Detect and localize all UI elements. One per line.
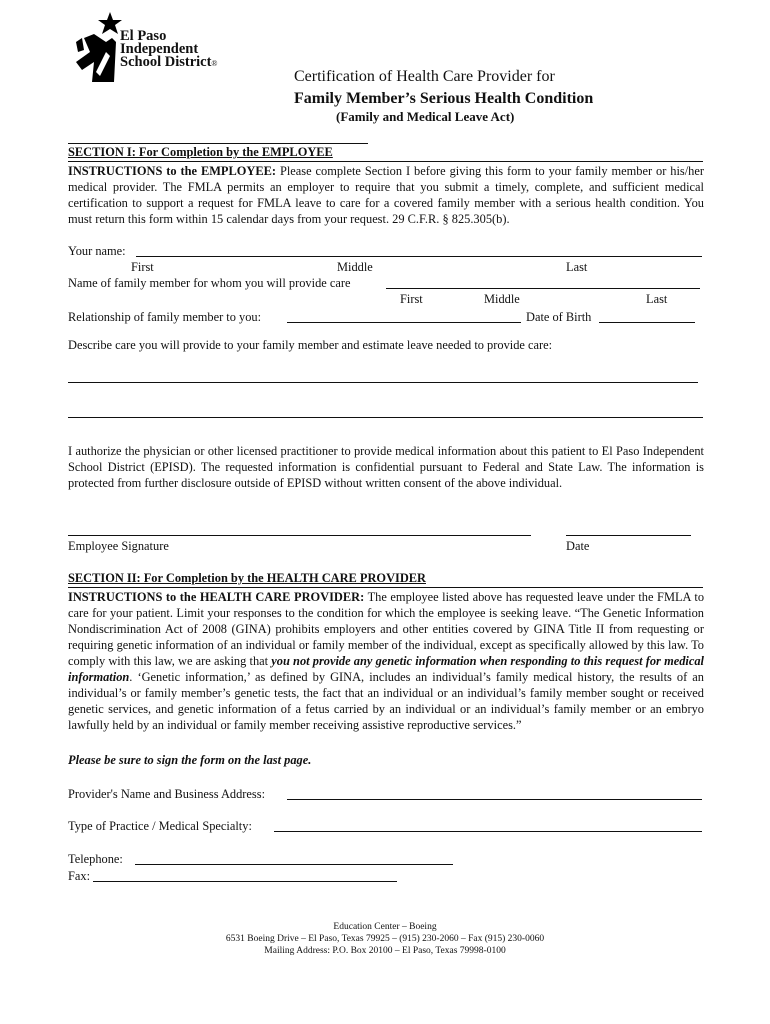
fax-label: Fax: — [68, 869, 91, 883]
signature-date-field[interactable] — [566, 535, 691, 536]
practice-type-field[interactable] — [274, 831, 702, 832]
star-figure-icon — [70, 12, 122, 82]
form-title-line2: Family Member’s Serious Health Condition — [294, 90, 594, 107]
district-logo — [70, 12, 240, 82]
describe-care-label: Describe care you will provide to your family member and estimate leave needed to provide care: — [68, 338, 553, 352]
name-first-caption: First — [131, 260, 154, 274]
family-last-caption: Last — [646, 292, 668, 306]
family-middle-caption: Middle — [484, 292, 520, 306]
telephone-label: Telephone: — [68, 852, 123, 866]
provider-name-label: Provider's Name and Business Address: — [68, 787, 266, 801]
name-last-caption: Last — [566, 260, 588, 274]
describe-care-field-line2[interactable] — [68, 417, 703, 418]
form-title-line1: Certification of Health Care Provider for — [294, 68, 555, 85]
name-middle-caption: Middle — [337, 260, 373, 274]
section1-instr-text: Please complete Section I before giving this form to your family member or his/her medical provider. The FMLA permits an employer to require that you submit a timely, complete, and sufficient medical certification to support a request for FMLA leave to care for a covered family member with a serious health condition. You must return this form within 15 calendar days from your request. 29 C.F.R. § 825.305(b). — [68, 164, 704, 226]
section1-instructions — [68, 163, 704, 227]
footer-line2: 6531 Boeing Drive – El Paso, Texas 79925 – (915) 230-2060 – Fax (915) 230-0060 — [225, 934, 545, 944]
employee-signature-field[interactable] — [68, 535, 531, 536]
footer-line1: Education Center – Boeing — [333, 922, 437, 932]
family-member-label: Name of family member for whom you will provide care — [68, 276, 351, 290]
section2-instr-label: INSTRUCTIONS to the HEALTH CARE PROVIDER: — [68, 590, 365, 604]
section1-instr-label: INSTRUCTIONS to the EMPLOYEE: — [68, 164, 276, 178]
dob-field[interactable] — [599, 322, 695, 323]
provider-name-field[interactable] — [287, 799, 702, 800]
authorization-text: I authorize the physician or other licensed practitioner to provide medical information about this patient to El Paso Independent School District (EPISD). The requested information is confidential pursuant to Federal and State Law. The information is protected from further disclosure outside of EPISD without written consent of the above individual. — [68, 444, 704, 490]
footer — [0, 921, 770, 957]
org-line-1: El Paso — [120, 28, 167, 44]
registered-mark: ® — [211, 59, 218, 68]
sign-last-page-note: Please be sure to sign the form on the last page. — [68, 753, 312, 767]
section2-heading: SECTION II: For Completion by the HEALTH CARE PROVIDER — [68, 571, 426, 585]
describe-care-field-line1[interactable] — [68, 382, 698, 383]
family-member-field[interactable] — [386, 288, 700, 289]
section2-instr-text-b: . ‘Genetic information,’ as defined by GINA, includes an individual’s family medical history, the results of an individual’s or family member’s genetic tests, the fact that an individual or an individual’s family member sought or received genetic services, and genetic information of a fetus carried by an individual or an individual’s family member or an embryo lawfully held by an individual or family member receiving assistive reproductive services.” — [68, 670, 704, 732]
dob-label: Date of Birth — [526, 310, 592, 324]
your-name-field[interactable] — [136, 256, 702, 257]
form-title-line3: (Family and Medical Leave Act) — [336, 109, 515, 124]
org-line-2: Independent — [120, 41, 199, 57]
org-line-3: School District — [120, 54, 212, 70]
section2-instr-text-a: The employee listed above has requested leave under the FMLA to care for your patient. Limit your responses to the condition for which the employee is seeking leave. “The Genetic Information Nondiscrimination Act of 2008 (GINA) prohibits employers and other entities covered by GINA Title II from requesting or requiring genetic information of an individual or family member of the individual, except as specifically allowed by this law. To comply with this law, we are asking that — [68, 590, 705, 668]
section2-instructions — [68, 589, 704, 733]
telephone-field[interactable] — [135, 864, 453, 865]
relationship-label: Relationship of family member to you: — [68, 310, 262, 324]
relationship-field[interactable] — [287, 322, 521, 323]
fax-field[interactable] — [93, 881, 397, 882]
section2-instr-bold: you not provide any genetic information when responding to this request for medical information — [68, 654, 704, 684]
your-name-label: Your name: — [68, 244, 126, 258]
section1-heading: SECTION I: For Completion by the EMPLOYEE — [68, 145, 333, 159]
signature-date-label: Date — [566, 539, 590, 553]
practice-type-label: Type of Practice / Medical Specialty: — [68, 819, 252, 833]
footer-line3: Mailing Address: P.O. Box 20100 – El Paso, Texas 79998-0100 — [264, 946, 506, 956]
family-first-caption: First — [400, 292, 423, 306]
employee-signature-label: Employee Signature — [68, 539, 169, 553]
